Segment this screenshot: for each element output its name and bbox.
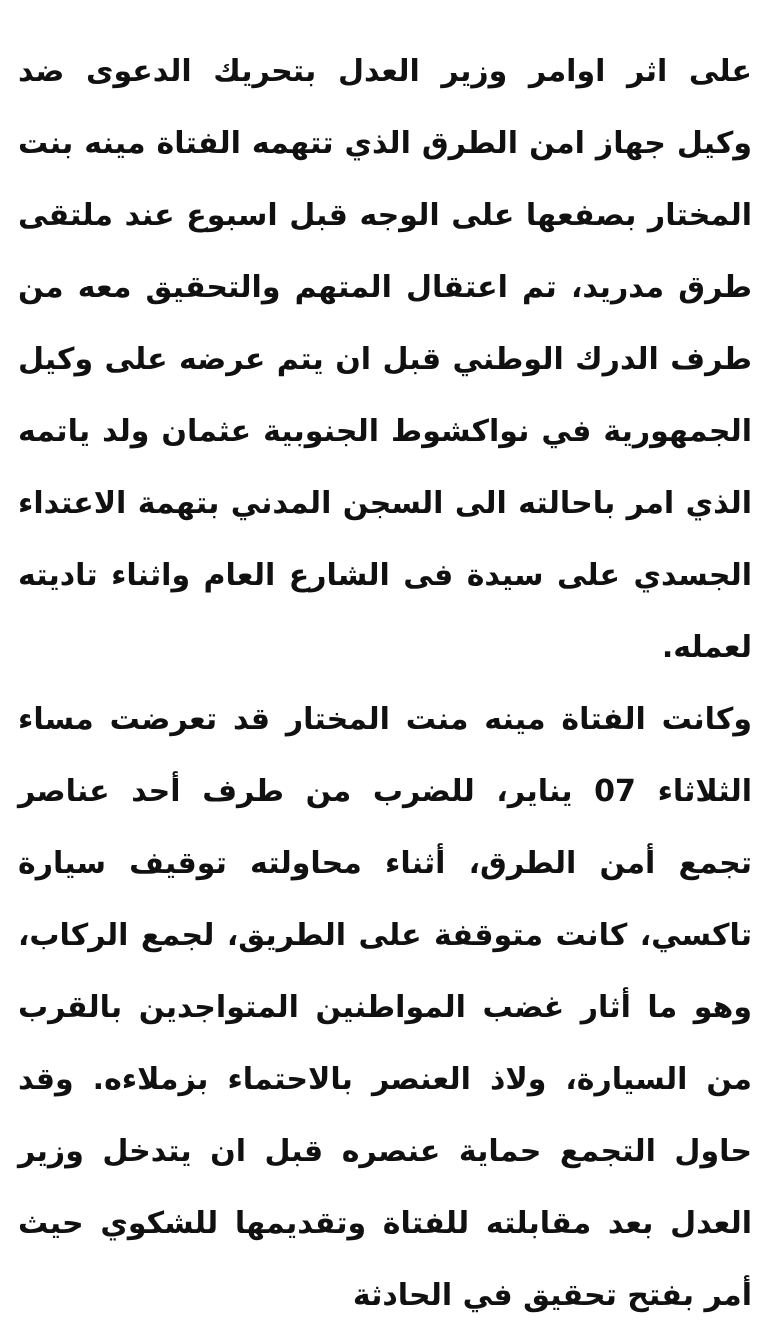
article-paragraph-2: وكانت الفتاة مينه منت المختار قد تعرضت مساء الثلاثاء 07 يناير، للضرب من طرف أحد عناصر تجمع أمن الطرق، أثناء محاولته توقيف سيارة تاكسي، كانت متوقفة على الطريق، لجمع الركاب، وهو ما أثار غضب المواطنين المتواجدين بالقرب من السيارة، ولاذ العنصر بالاحتماء بزملاءه. وقد حاول التجمع حماية عنصره قبل ان يتدخل وزير العدل بعد مقابلته للفتاة وتقديمها للشكوي حيث أمر بفتح تحقيق في الحادثة: [18, 702, 753, 1313]
article-body: [18, 36, 752, 1332]
article-paragraph-1: على اثر اوامر وزير العدل بتحريك الدعوى ضد وكيل جهاز امن الطرق الذي تتهمه الفتاة مينه بنت المختار بصفعها على الوجه قبل اسبوع عند ملتقى طرق مدريد، تم اعتقال المتهم والتحقيق معه من طرف الدرك الوطني قبل ان يتم عرضه على وكيل الجمهورية في نواكشوط الجنوبية عثمان ولد ياتمه الذي امر باحالته الى السجن المدني بتهمة الاعتداء الجسدي على سيدة فى الشارع العام واثناء تاديته لعمله.: [18, 54, 752, 665]
